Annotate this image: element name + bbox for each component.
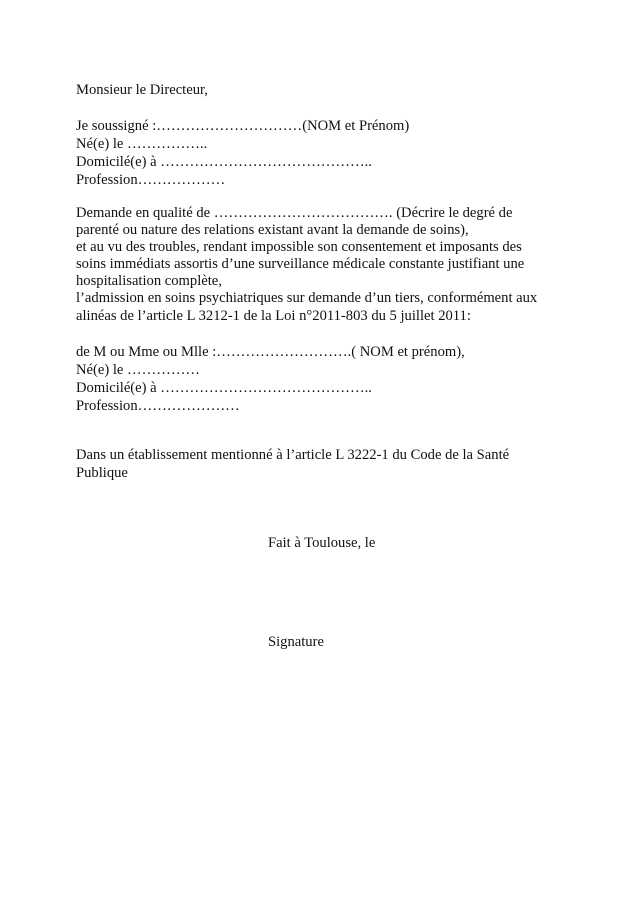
applicant-name-line: Je soussigné :…………………………(NOM et Prénom) [76, 118, 410, 134]
applicant-profession-line: Profession……………… [76, 172, 226, 188]
applicant-domicile-line: Domicilé(e) à …………………………………….. [76, 154, 372, 170]
request-line-1: Demande en qualité de ………………………………. (Décrire le degré de [76, 205, 513, 221]
request-line-4: soins immédiats assortis d’une surveillance médicale constante justifiant une [76, 256, 525, 272]
request-line-6: l’admission en soins psychiatriques sur demande d’un tiers, conformément aux [76, 290, 538, 306]
signature-label: Signature [268, 634, 324, 650]
patient-name-line: de M ou Mme ou Mlle :……………………….( NOM et prénom), [76, 344, 465, 360]
patient-born-line: Né(e) le …………… [76, 362, 201, 378]
establishment-line-1: Dans un établissement mentionné à l’article L 3222-1 du Code de la Santé [76, 447, 510, 463]
place-date: Fait à Toulouse, le [268, 535, 376, 551]
request-line-5: hospitalisation complète, [76, 273, 222, 289]
request-line-2: parenté ou nature des relations existant avant la demande de soins), [76, 222, 469, 238]
establishment-line-2: Publique [76, 465, 128, 481]
request-line-7: alinéas de l’article L 3212-1 de la Loi n°2011-803 du 5 juillet 2011: [76, 308, 471, 324]
patient-domicile-line: Domicilé(e) à …………………………………….. [76, 380, 372, 396]
applicant-born-line: Né(e) le …………….. [76, 136, 208, 152]
patient-profession-line: Profession………………… [76, 398, 240, 414]
request-line-3: et au vu des troubles, rendant impossible son consentement et imposants des [76, 239, 522, 255]
salutation: Monsieur le Directeur, [76, 82, 208, 98]
